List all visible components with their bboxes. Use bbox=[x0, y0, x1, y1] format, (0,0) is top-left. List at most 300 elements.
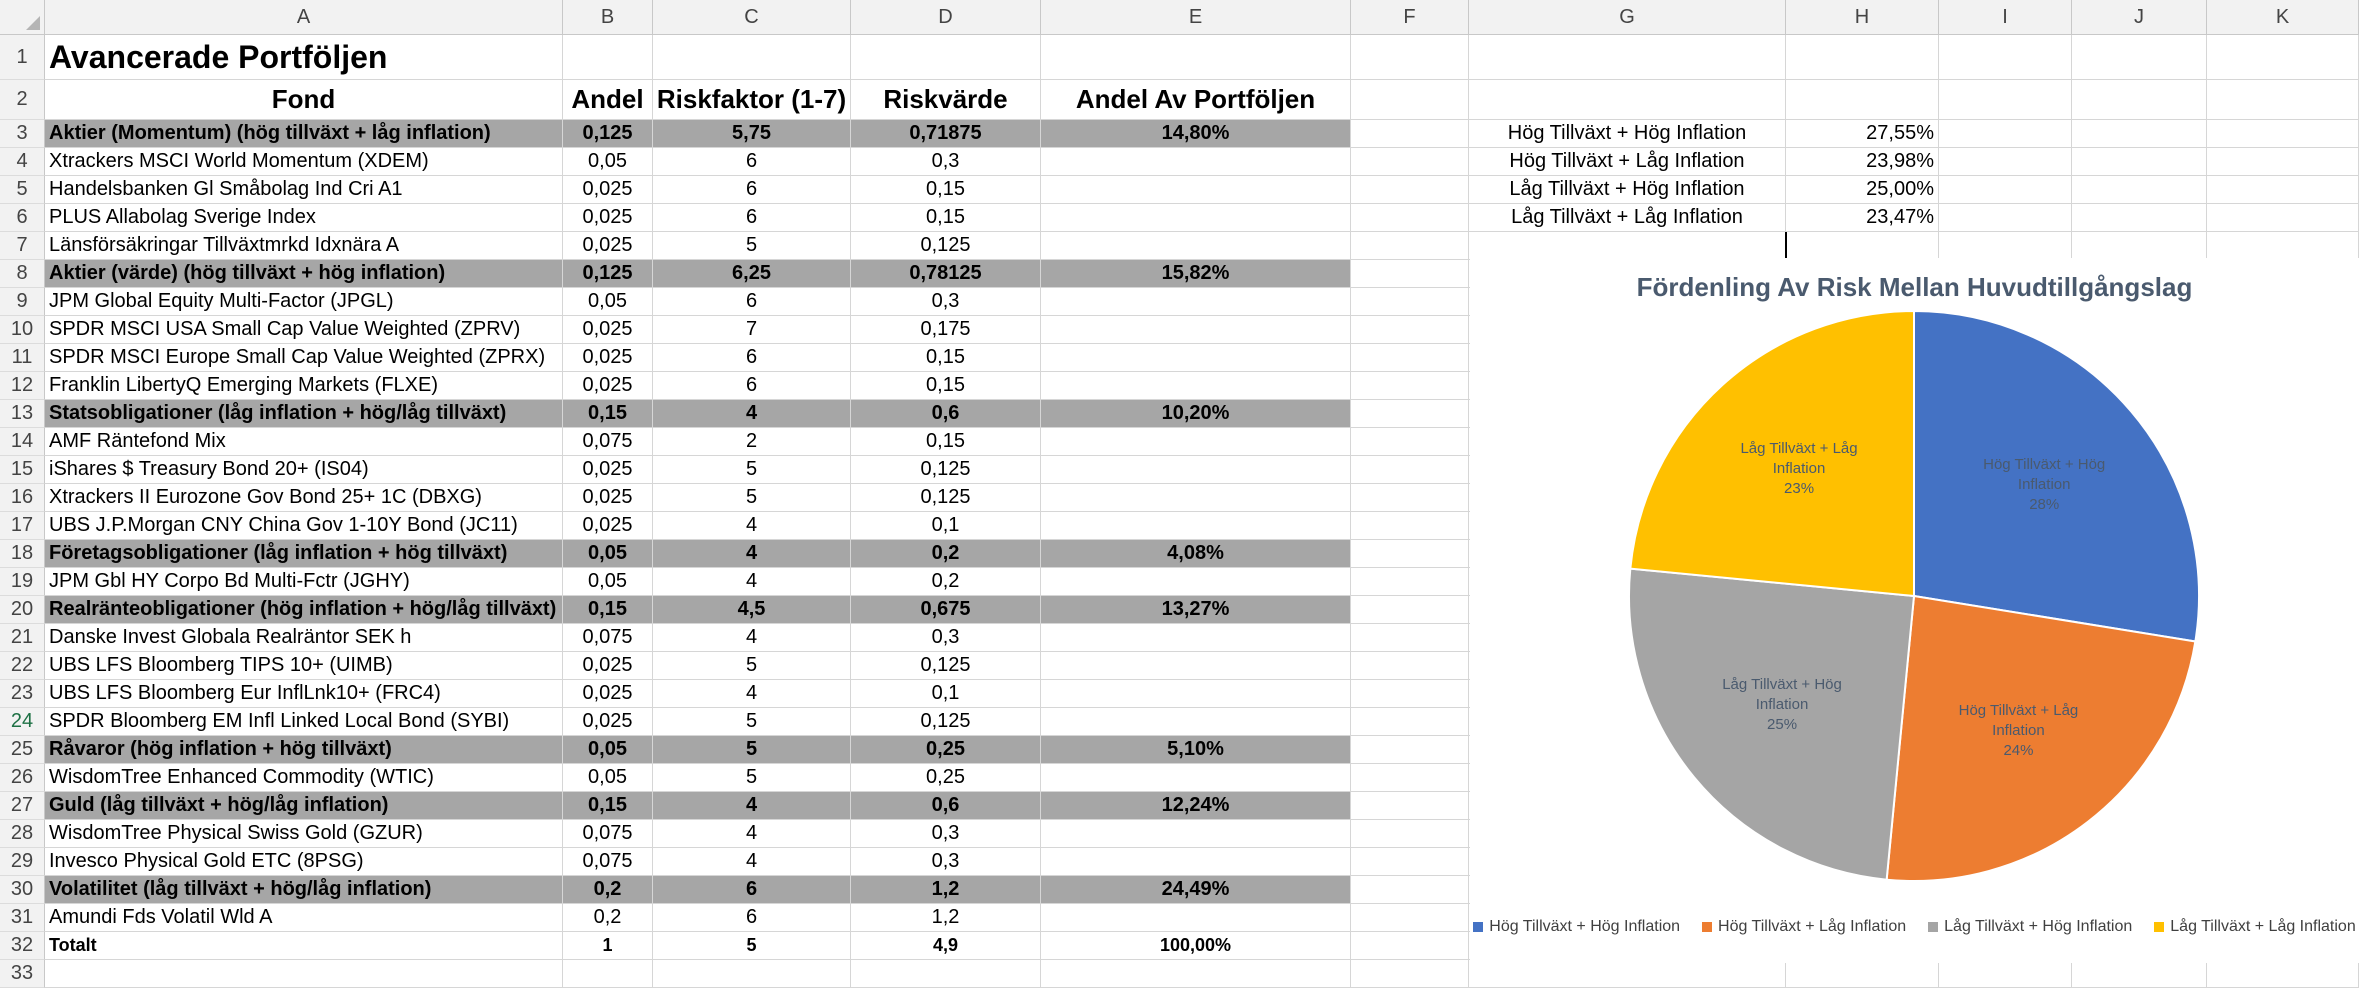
cell-k33[interactable] bbox=[2207, 960, 2359, 988]
fund-riskvarde[interactable]: 0,25 bbox=[851, 764, 1041, 792]
cell-k3[interactable] bbox=[2207, 120, 2359, 148]
cell-i2[interactable] bbox=[1939, 80, 2072, 120]
row-header-11[interactable]: 11 bbox=[0, 344, 45, 372]
cell-k1[interactable] bbox=[2207, 35, 2359, 80]
fund-andel-portfolj[interactable] bbox=[1041, 848, 1351, 876]
legend-swatch-3 bbox=[1928, 922, 1938, 932]
fund-name[interactable]: Aktier (Momentum) (hög tillväxt + låg inflation) bbox=[45, 120, 563, 148]
fund-andel[interactable]: 0,075 bbox=[563, 848, 653, 876]
cell-f18[interactable] bbox=[1351, 540, 1469, 568]
fund-riskfaktor[interactable]: 5 bbox=[653, 736, 851, 764]
fund-andel[interactable]: 0,025 bbox=[563, 344, 653, 372]
fund-andel[interactable]: 0,15 bbox=[563, 400, 653, 428]
fund-riskvarde[interactable]: 0,15 bbox=[851, 204, 1041, 232]
fund-name[interactable]: Företagsobligationer (låg inflation + hög tillväxt) bbox=[45, 540, 563, 568]
fund-andel-portfolj[interactable] bbox=[1041, 512, 1351, 540]
row-header-32[interactable]: 32 bbox=[0, 932, 45, 960]
fund-riskvarde[interactable]: 0,175 bbox=[851, 316, 1041, 344]
fund-andel[interactable]: 0,025 bbox=[563, 204, 653, 232]
fund-andel-portfolj[interactable] bbox=[1041, 680, 1351, 708]
column-header-d[interactable]: D bbox=[851, 0, 1041, 35]
legend-item-2[interactable] bbox=[1702, 918, 1906, 936]
row-header-9[interactable]: 9 bbox=[0, 288, 45, 316]
column-header-h[interactable]: H bbox=[1786, 0, 1939, 35]
fund-andel-portfolj[interactable]: 5,10% bbox=[1041, 736, 1351, 764]
fund-riskfaktor[interactable]: 5,75 bbox=[653, 120, 851, 148]
fund-name[interactable]: Länsförsäkringar Tillväxtmrkd Idxnära A bbox=[45, 232, 563, 260]
cell-f17[interactable] bbox=[1351, 512, 1469, 540]
column-header-c[interactable]: C bbox=[653, 0, 851, 35]
fund-andel[interactable]: 0,025 bbox=[563, 232, 653, 260]
cell-f9[interactable] bbox=[1351, 288, 1469, 316]
row-header-22[interactable]: 22 bbox=[0, 652, 45, 680]
cell-j3[interactable] bbox=[2072, 120, 2207, 148]
fund-name[interactable]: Invesco Physical Gold ETC (8PSG) bbox=[45, 848, 563, 876]
cell-b33[interactable] bbox=[563, 960, 653, 988]
row-header-18[interactable]: 18 bbox=[0, 540, 45, 568]
summary-value[interactable]: 23,47% bbox=[1786, 204, 1939, 232]
fund-riskvarde[interactable]: 0,6 bbox=[851, 792, 1041, 820]
fund-riskvarde[interactable]: 1,2 bbox=[851, 876, 1041, 904]
fund-riskvarde[interactable]: 4,9 bbox=[851, 932, 1041, 960]
fund-riskvarde[interactable]: 0,25 bbox=[851, 736, 1041, 764]
cell-j1[interactable] bbox=[2072, 35, 2207, 80]
row-header-26[interactable]: 26 bbox=[0, 764, 45, 792]
fund-andel-portfolj[interactable]: 24,49% bbox=[1041, 876, 1351, 904]
cell-f4[interactable] bbox=[1351, 148, 1469, 176]
fund-riskfaktor[interactable]: 5 bbox=[653, 456, 851, 484]
fund-andel[interactable]: 0,2 bbox=[563, 876, 653, 904]
fund-riskfaktor[interactable]: 4 bbox=[653, 568, 851, 596]
summary-label[interactable]: Låg Tillväxt + Låg Inflation bbox=[1469, 204, 1786, 232]
fund-andel[interactable]: 0,025 bbox=[563, 456, 653, 484]
column-header-e[interactable]: E bbox=[1041, 0, 1351, 35]
sheet-title[interactable]: Avancerade Portföljen bbox=[45, 35, 563, 80]
cell-f31[interactable] bbox=[1351, 904, 1469, 932]
cell-i6[interactable] bbox=[1939, 204, 2072, 232]
fund-riskvarde[interactable]: 0,3 bbox=[851, 820, 1041, 848]
fund-andel[interactable]: 0,2 bbox=[563, 904, 653, 932]
cell-cursor bbox=[1785, 232, 1787, 258]
fund-riskfaktor[interactable]: 5 bbox=[653, 484, 851, 512]
cell-f1[interactable] bbox=[1351, 35, 1469, 80]
fund-riskvarde[interactable]: 0,1 bbox=[851, 512, 1041, 540]
row-header-8[interactable]: 8 bbox=[0, 260, 45, 288]
cell-k7[interactable] bbox=[2207, 232, 2359, 260]
fund-name[interactable]: Råvaror (hög inflation + hög tillväxt) bbox=[45, 736, 563, 764]
row-header-20[interactable]: 20 bbox=[0, 596, 45, 624]
summary-value[interactable]: 27,55% bbox=[1786, 120, 1939, 148]
row-header-30[interactable]: 30 bbox=[0, 876, 45, 904]
fund-andel[interactable]: 0,15 bbox=[563, 792, 653, 820]
column-header-i[interactable]: I bbox=[1939, 0, 2072, 35]
row-header-5[interactable]: 5 bbox=[0, 176, 45, 204]
fund-riskfaktor[interactable]: 6 bbox=[653, 876, 851, 904]
row-header-31[interactable]: 31 bbox=[0, 904, 45, 932]
fund-riskvarde[interactable]: 0,6 bbox=[851, 400, 1041, 428]
select-all-triangle-icon bbox=[26, 16, 40, 30]
cell-f32[interactable] bbox=[1351, 932, 1469, 960]
fund-andel[interactable]: 0,15 bbox=[563, 596, 653, 624]
fund-andel[interactable]: 0,025 bbox=[563, 316, 653, 344]
fund-andel[interactable]: 0,025 bbox=[563, 652, 653, 680]
fund-riskvarde[interactable]: 0,15 bbox=[851, 344, 1041, 372]
pie-slice-label-4[interactable]: Låg Tillväxt + Låg Inflation 23% bbox=[1740, 440, 1858, 498]
fund-andel[interactable]: 0,075 bbox=[563, 624, 653, 652]
header-riskvarde[interactable]: Riskvärde bbox=[851, 80, 1041, 120]
fund-riskfaktor[interactable]: 7 bbox=[653, 316, 851, 344]
row-header-10[interactable]: 10 bbox=[0, 316, 45, 344]
cell-f22[interactable] bbox=[1351, 652, 1469, 680]
fund-riskfaktor[interactable]: 4 bbox=[653, 624, 851, 652]
fund-riskfaktor[interactable]: 4 bbox=[653, 512, 851, 540]
cell-f7[interactable] bbox=[1351, 232, 1469, 260]
fund-andel[interactable]: 0,075 bbox=[563, 428, 653, 456]
fund-name[interactable]: SPDR MSCI USA Small Cap Value Weighted (ZPRV) bbox=[45, 316, 563, 344]
fund-andel[interactable]: 0,075 bbox=[563, 820, 653, 848]
fund-name[interactable]: Totalt bbox=[45, 932, 563, 960]
cell-c1[interactable] bbox=[653, 35, 851, 80]
fund-andel-portfolj[interactable] bbox=[1041, 288, 1351, 316]
fund-andel-portfolj[interactable] bbox=[1041, 568, 1351, 596]
fund-riskvarde[interactable]: 0,3 bbox=[851, 848, 1041, 876]
fund-riskvarde[interactable]: 0,125 bbox=[851, 232, 1041, 260]
header-fond[interactable]: Fond bbox=[45, 80, 563, 120]
cell-i33[interactable] bbox=[1939, 960, 2072, 988]
cell-f15[interactable] bbox=[1351, 456, 1469, 484]
summary-label[interactable]: Hög Tillväxt + Låg Inflation bbox=[1469, 148, 1786, 176]
fund-riskvarde[interactable]: 0,78125 bbox=[851, 260, 1041, 288]
cell-f8[interactable] bbox=[1351, 260, 1469, 288]
fund-andel[interactable]: 0,05 bbox=[563, 568, 653, 596]
fund-riskvarde[interactable]: 0,1 bbox=[851, 680, 1041, 708]
cell-i3[interactable] bbox=[1939, 120, 2072, 148]
row-header-28[interactable]: 28 bbox=[0, 820, 45, 848]
cell-f10[interactable] bbox=[1351, 316, 1469, 344]
fund-riskfaktor[interactable]: 5 bbox=[653, 932, 851, 960]
cell-f14[interactable] bbox=[1351, 428, 1469, 456]
fund-andel-portfolj[interactable] bbox=[1041, 708, 1351, 736]
fund-andel-portfolj[interactable] bbox=[1041, 232, 1351, 260]
cell-d1[interactable] bbox=[851, 35, 1041, 80]
fund-name[interactable]: WisdomTree Enhanced Commodity (WTIC) bbox=[45, 764, 563, 792]
fund-name[interactable]: UBS J.P.Morgan CNY China Gov 1-10Y Bond (JC11) bbox=[45, 512, 563, 540]
column-header-g[interactable]: G bbox=[1469, 0, 1786, 35]
cell-c33[interactable] bbox=[653, 960, 851, 988]
row-header-27[interactable]: 27 bbox=[0, 792, 45, 820]
cell-f23[interactable] bbox=[1351, 680, 1469, 708]
row-header-4[interactable]: 4 bbox=[0, 148, 45, 176]
fund-riskvarde[interactable]: 1,2 bbox=[851, 904, 1041, 932]
fund-riskfaktor[interactable]: 6 bbox=[653, 204, 851, 232]
cell-f16[interactable] bbox=[1351, 484, 1469, 512]
row-header-23[interactable]: 23 bbox=[0, 680, 45, 708]
cell-i4[interactable] bbox=[1939, 148, 2072, 176]
fund-andel[interactable]: 0,025 bbox=[563, 372, 653, 400]
cell-h1[interactable] bbox=[1786, 35, 1939, 80]
row-header-17[interactable]: 17 bbox=[0, 512, 45, 540]
fund-name[interactable]: Guld (låg tillväxt + hög/låg inflation) bbox=[45, 792, 563, 820]
cell-d33[interactable] bbox=[851, 960, 1041, 988]
fund-andel-portfolj[interactable] bbox=[1041, 148, 1351, 176]
cell-f11[interactable] bbox=[1351, 344, 1469, 372]
fund-name[interactable]: AMF Räntefond Mix bbox=[45, 428, 563, 456]
legend-label-2: Hög Tillväxt + Låg Inflation bbox=[1718, 918, 1907, 935]
cell-h7[interactable] bbox=[1786, 232, 1939, 260]
fund-riskfaktor[interactable]: 5 bbox=[653, 652, 851, 680]
fund-name[interactable]: Amundi Fds Volatil Wld A bbox=[45, 904, 563, 932]
cell-f27[interactable] bbox=[1351, 792, 1469, 820]
fund-andel-portfolj[interactable]: 12,24% bbox=[1041, 792, 1351, 820]
fund-name[interactable]: UBS LFS Bloomberg TIPS 10+ (UIMB) bbox=[45, 652, 563, 680]
fund-riskvarde[interactable]: 0,125 bbox=[851, 652, 1041, 680]
pie-slice-label-1[interactable]: Hög Tillväxt + Hög Inflation 28% bbox=[1983, 456, 2106, 514]
fund-andel[interactable]: 0,05 bbox=[563, 148, 653, 176]
fund-andel[interactable]: 0,05 bbox=[563, 764, 653, 792]
fund-riskvarde[interactable]: 0,125 bbox=[851, 708, 1041, 736]
cell-e33[interactable] bbox=[1041, 960, 1351, 988]
fund-riskvarde[interactable]: 0,3 bbox=[851, 148, 1041, 176]
header-riskfaktor[interactable]: Riskfaktor (1-7) bbox=[653, 80, 851, 120]
summary-label[interactable]: Hög Tillväxt + Hög Inflation bbox=[1469, 120, 1786, 148]
row-header-6[interactable]: 6 bbox=[0, 204, 45, 232]
cell-f13[interactable] bbox=[1351, 400, 1469, 428]
fund-riskfaktor[interactable]: 4 bbox=[653, 540, 851, 568]
row-header-7[interactable]: 7 bbox=[0, 232, 45, 260]
cell-j4[interactable] bbox=[2072, 148, 2207, 176]
fund-name[interactable]: Danske Invest Globala Realräntor SEK h bbox=[45, 624, 563, 652]
fund-name[interactable]: Statsobligationer (låg inflation + hög/låg tillväxt) bbox=[45, 400, 563, 428]
fund-riskfaktor[interactable]: 5 bbox=[653, 764, 851, 792]
cell-f26[interactable] bbox=[1351, 764, 1469, 792]
fund-riskfaktor[interactable]: 6 bbox=[653, 176, 851, 204]
fund-name[interactable]: PLUS Allabolag Sverige Index bbox=[45, 204, 563, 232]
summary-label[interactable]: Låg Tillväxt + Hög Inflation bbox=[1469, 176, 1786, 204]
fund-andel-portfolj[interactable] bbox=[1041, 904, 1351, 932]
cell-f28[interactable] bbox=[1351, 820, 1469, 848]
fund-andel-portfolj[interactable]: 13,27% bbox=[1041, 596, 1351, 624]
fund-andel[interactable]: 0,025 bbox=[563, 484, 653, 512]
select-all-corner[interactable] bbox=[0, 0, 45, 35]
fund-andel-portfolj[interactable] bbox=[1041, 820, 1351, 848]
row-header-1[interactable]: 1 bbox=[0, 35, 45, 80]
fund-riskfaktor[interactable]: 6,25 bbox=[653, 260, 851, 288]
cell-f30[interactable] bbox=[1351, 876, 1469, 904]
fund-andel-portfolj[interactable] bbox=[1041, 176, 1351, 204]
fund-riskfaktor[interactable]: 4 bbox=[653, 820, 851, 848]
fund-name[interactable]: UBS LFS Bloomberg Eur InflLnk10+ (FRC4) bbox=[45, 680, 563, 708]
cell-f6[interactable] bbox=[1351, 204, 1469, 232]
fund-andel[interactable]: 0,025 bbox=[563, 512, 653, 540]
fund-riskvarde[interactable]: 0,15 bbox=[851, 372, 1041, 400]
row-header-21[interactable]: 21 bbox=[0, 624, 45, 652]
cell-k5[interactable] bbox=[2207, 176, 2359, 204]
fund-riskfaktor[interactable]: 4 bbox=[653, 792, 851, 820]
fund-riskvarde[interactable]: 0,2 bbox=[851, 568, 1041, 596]
fund-name[interactable]: Realränteobligationer (hög inflation + hög/låg tillväxt) bbox=[45, 596, 563, 624]
fund-riskvarde[interactable]: 0,675 bbox=[851, 596, 1041, 624]
fund-andel-portfolj[interactable] bbox=[1041, 316, 1351, 344]
pie-svg bbox=[1470, 258, 2359, 898]
row-header-33[interactable]: 33 bbox=[0, 960, 45, 988]
fund-riskvarde[interactable]: 0,15 bbox=[851, 428, 1041, 456]
fund-riskvarde[interactable]: 0,3 bbox=[851, 288, 1041, 316]
chart-title[interactable]: Fördenling Av Risk Mellan Huvudtillgångslag bbox=[1636, 272, 2193, 302]
fund-name[interactable]: JPM Gbl HY Corpo Bd Multi-Fctr (JGHY) bbox=[45, 568, 563, 596]
cell-e1[interactable] bbox=[1041, 35, 1351, 80]
fund-name[interactable]: Xtrackers MSCI World Momentum (XDEM) bbox=[45, 148, 563, 176]
cell-f33[interactable] bbox=[1351, 960, 1469, 988]
pie-chart[interactable] bbox=[1470, 258, 2359, 963]
fund-riskfaktor[interactable]: 4 bbox=[653, 680, 851, 708]
column-header-k[interactable]: K bbox=[2207, 0, 2359, 35]
cell-k2[interactable] bbox=[2207, 80, 2359, 120]
fund-name[interactable]: Xtrackers II Eurozone Gov Bond 25+ 1C (DBXG) bbox=[45, 484, 563, 512]
cell-f2[interactable] bbox=[1351, 80, 1469, 120]
cell-f5[interactable] bbox=[1351, 176, 1469, 204]
column-header-b[interactable]: B bbox=[563, 0, 653, 35]
cell-h2[interactable] bbox=[1786, 80, 1939, 120]
fund-andel-portfolj[interactable] bbox=[1041, 204, 1351, 232]
cell-j2[interactable] bbox=[2072, 80, 2207, 120]
legend-swatch-1 bbox=[1473, 922, 1483, 932]
fund-name[interactable]: Handelsbanken Gl Småbolag Ind Cri A1 bbox=[45, 176, 563, 204]
fund-name[interactable]: SPDR MSCI Europe Small Cap Value Weighted (ZPRX) bbox=[45, 344, 563, 372]
row-header-3[interactable]: 3 bbox=[0, 120, 45, 148]
pie-slice-label-3[interactable]: Låg Tillväxt + Hög Inflation 25% bbox=[1722, 675, 1842, 733]
row-header-25[interactable]: 25 bbox=[0, 736, 45, 764]
fund-andel-portfolj[interactable] bbox=[1041, 456, 1351, 484]
row-header-13[interactable]: 13 bbox=[0, 400, 45, 428]
header-andel-portfolj[interactable]: Andel Av Portföljen bbox=[1041, 80, 1351, 120]
fund-andel[interactable]: 0,125 bbox=[563, 120, 653, 148]
cell-j33[interactable] bbox=[2072, 960, 2207, 988]
fund-riskfaktor[interactable]: 6 bbox=[653, 904, 851, 932]
fund-andel-portfolj[interactable] bbox=[1041, 372, 1351, 400]
fund-andel-portfolj[interactable] bbox=[1041, 344, 1351, 372]
fund-name[interactable]: Franklin LibertyQ Emerging Markets (FLXE) bbox=[45, 372, 563, 400]
fund-name[interactable]: SPDR Bloomberg EM Infl Linked Local Bond (SYBI) bbox=[45, 708, 563, 736]
header-andel[interactable]: Andel bbox=[563, 80, 653, 120]
cell-g7[interactable] bbox=[1469, 232, 1786, 260]
row-header-12[interactable]: 12 bbox=[0, 372, 45, 400]
fund-andel[interactable]: 0,05 bbox=[563, 288, 653, 316]
cell-f25[interactable] bbox=[1351, 736, 1469, 764]
fund-andel[interactable]: 0,025 bbox=[563, 176, 653, 204]
cell-k4[interactable] bbox=[2207, 148, 2359, 176]
legend-item-3[interactable] bbox=[1928, 918, 2132, 936]
fund-andel-portfolj[interactable]: 100,00% bbox=[1041, 932, 1351, 960]
row-header-16[interactable]: 16 bbox=[0, 484, 45, 512]
column-header-a[interactable]: A bbox=[45, 0, 563, 35]
cell-i5[interactable] bbox=[1939, 176, 2072, 204]
pie-slice-label-2[interactable]: Hög Tillväxt + Låg Inflation 24% bbox=[1958, 702, 2079, 760]
cell-g1[interactable] bbox=[1469, 35, 1786, 80]
cell-i1[interactable] bbox=[1939, 35, 2072, 80]
fund-riskfaktor[interactable]: 4,5 bbox=[653, 596, 851, 624]
fund-riskfaktor[interactable]: 4 bbox=[653, 400, 851, 428]
fund-riskfaktor[interactable]: 6 bbox=[653, 148, 851, 176]
row-header-2[interactable]: 2 bbox=[0, 80, 45, 120]
fund-andel[interactable]: 0,025 bbox=[563, 680, 653, 708]
summary-value[interactable]: 23,98% bbox=[1786, 148, 1939, 176]
fund-riskfaktor[interactable]: 5 bbox=[653, 232, 851, 260]
cell-f24[interactable] bbox=[1351, 708, 1469, 736]
fund-andel[interactable]: 1 bbox=[563, 932, 653, 960]
fund-andel-portfolj[interactable] bbox=[1041, 764, 1351, 792]
cell-i7[interactable] bbox=[1939, 232, 2072, 260]
fund-name[interactable]: Volatilitet (låg tillväxt + hög/låg inflation) bbox=[45, 876, 563, 904]
row-header-19[interactable]: 19 bbox=[0, 568, 45, 596]
fund-riskfaktor[interactable]: 6 bbox=[653, 372, 851, 400]
row-header-24[interactable]: 24 bbox=[0, 708, 45, 736]
fund-andel-portfolj[interactable] bbox=[1041, 624, 1351, 652]
cell-f20[interactable] bbox=[1351, 596, 1469, 624]
fund-andel[interactable]: 0,125 bbox=[563, 260, 653, 288]
fund-name[interactable]: iShares $ Treasury Bond 20+ (IS04) bbox=[45, 456, 563, 484]
cell-b1[interactable] bbox=[563, 35, 653, 80]
fund-riskfaktor[interactable]: 5 bbox=[653, 708, 851, 736]
cell-k6[interactable] bbox=[2207, 204, 2359, 232]
fund-andel-portfolj[interactable] bbox=[1041, 484, 1351, 512]
fund-riskfaktor[interactable]: 2 bbox=[653, 428, 851, 456]
cell-f21[interactable] bbox=[1351, 624, 1469, 652]
cell-j7[interactable] bbox=[2072, 232, 2207, 260]
column-header-j[interactable]: J bbox=[2072, 0, 2207, 35]
fund-andel[interactable]: 0,025 bbox=[563, 708, 653, 736]
fund-riskvarde[interactable]: 0,125 bbox=[851, 456, 1041, 484]
summary-value[interactable]: 25,00% bbox=[1786, 176, 1939, 204]
cell-f19[interactable] bbox=[1351, 568, 1469, 596]
fund-riskfaktor[interactable]: 4 bbox=[653, 848, 851, 876]
cell-f29[interactable] bbox=[1351, 848, 1469, 876]
cell-f3[interactable] bbox=[1351, 120, 1469, 148]
cell-a33[interactable] bbox=[45, 960, 563, 988]
fund-riskvarde[interactable]: 0,125 bbox=[851, 484, 1041, 512]
row-header-29[interactable]: 29 bbox=[0, 848, 45, 876]
fund-riskvarde[interactable]: 0,3 bbox=[851, 624, 1041, 652]
fund-andel[interactable]: 0,05 bbox=[563, 736, 653, 764]
fund-andel-portfolj[interactable]: 15,82% bbox=[1041, 260, 1351, 288]
fund-riskvarde[interactable]: 0,15 bbox=[851, 176, 1041, 204]
fund-riskfaktor[interactable]: 6 bbox=[653, 344, 851, 372]
fund-riskvarde[interactable]: 0,71875 bbox=[851, 120, 1041, 148]
column-header-f[interactable]: F bbox=[1351, 0, 1469, 35]
fund-andel[interactable]: 0,05 bbox=[563, 540, 653, 568]
fund-riskvarde[interactable]: 0,2 bbox=[851, 540, 1041, 568]
cell-h33[interactable] bbox=[1786, 960, 1939, 988]
fund-andel-portfolj[interactable]: 14,80% bbox=[1041, 120, 1351, 148]
row-header-15[interactable]: 15 bbox=[0, 456, 45, 484]
fund-andel-portfolj[interactable]: 10,20% bbox=[1041, 400, 1351, 428]
legend-item-4[interactable] bbox=[2154, 918, 2355, 936]
fund-name[interactable]: WisdomTree Physical Swiss Gold (GZUR) bbox=[45, 820, 563, 848]
legend-item-1[interactable] bbox=[1473, 918, 1680, 936]
chart-legend[interactable] bbox=[1470, 918, 2359, 936]
cell-g33[interactable] bbox=[1469, 960, 1786, 988]
fund-andel-portfolj[interactable]: 4,08% bbox=[1041, 540, 1351, 568]
fund-name[interactable]: Aktier (värde) (hög tillväxt + hög inflation) bbox=[45, 260, 563, 288]
fund-riskfaktor[interactable]: 6 bbox=[653, 288, 851, 316]
cell-f12[interactable] bbox=[1351, 372, 1469, 400]
cell-j6[interactable] bbox=[2072, 204, 2207, 232]
cell-g2[interactable] bbox=[1469, 80, 1786, 120]
cell-j5[interactable] bbox=[2072, 176, 2207, 204]
row-header-14[interactable]: 14 bbox=[0, 428, 45, 456]
fund-andel-portfolj[interactable] bbox=[1041, 428, 1351, 456]
fund-andel-portfolj[interactable] bbox=[1041, 652, 1351, 680]
fund-name[interactable]: JPM Global Equity Multi-Factor (JPGL) bbox=[45, 288, 563, 316]
